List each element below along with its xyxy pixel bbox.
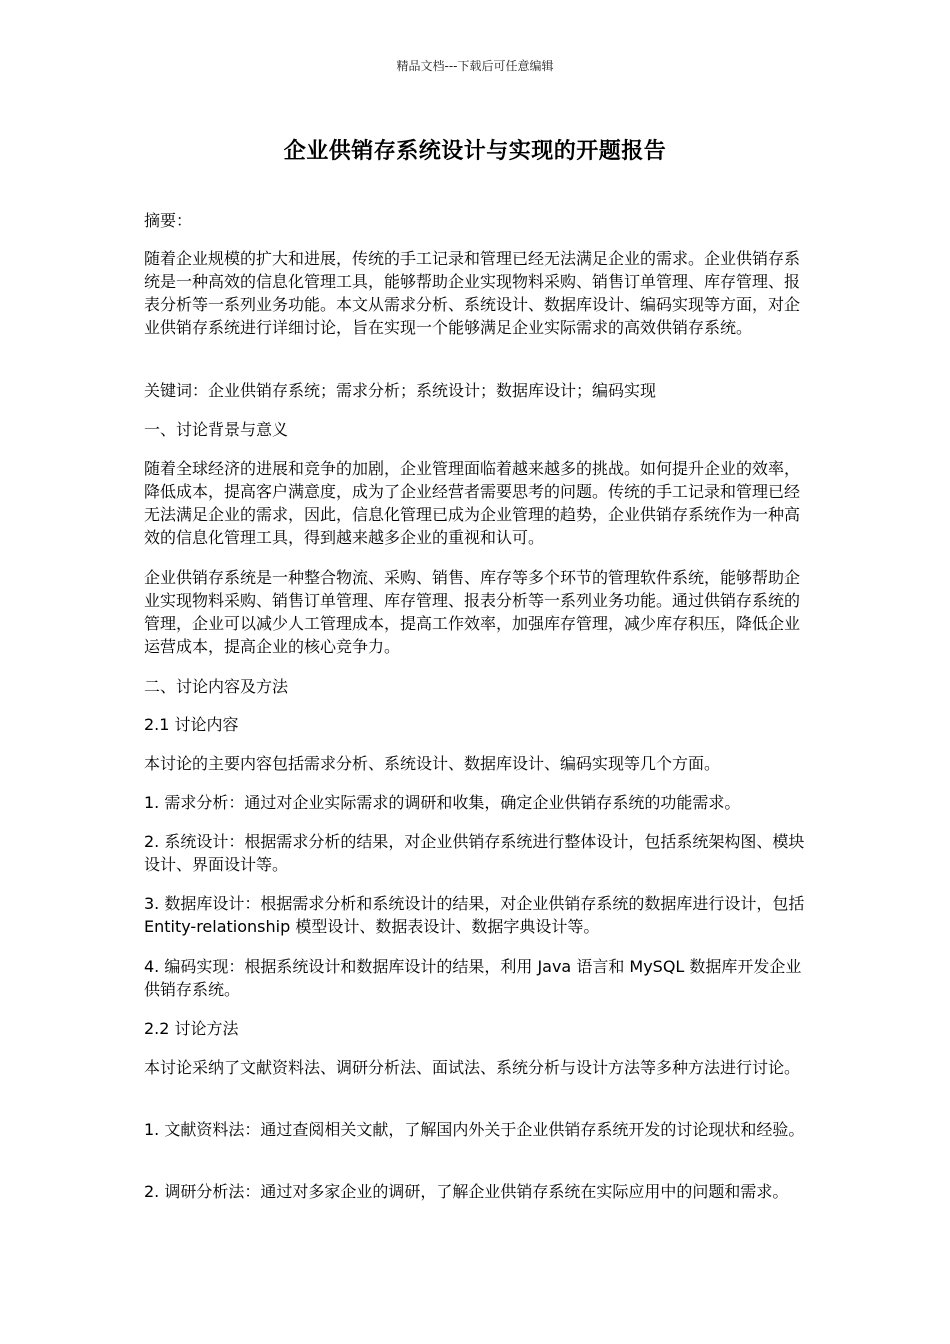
section-heading-content-methods: 二、讨论内容及方法: [144, 677, 289, 696]
methods-item-1: 1. 文献资料法：通过查阅相关文献，了解国内外关于企业供销存系统开发的讨论现状和经验。: [144, 1120, 805, 1139]
content-item-4: 4. 编码实现：根据系统设计和数据库设计的结果，利用 Java 语言和 MySQL 数据库开发企业供销存系统。: [144, 957, 802, 999]
subsection-heading-methods: 2.2 讨论方法: [144, 1019, 239, 1038]
content-item-1: 1. 需求分析：通过对企业实际需求的调研和收集，确定企业供销存系统的功能需求。: [144, 793, 741, 812]
content-intro: 本讨论的主要内容包括需求分析、系统设计、数据库设计、编码实现等几个方面。: [144, 754, 721, 773]
abstract-paragraph: 随着企业规模的扩大和进展，传统的手工记录和管理已经无法满足企业的需求。企业供销存系统是一种高效的信息化管理工具，能够帮助企业实现物料采购、销售订单管理、库存管理、报表分析等一系列业务功能。本文从需求分析、系统设计、数据库设计、编码实现等方面，对企业供销存系统进行详细讨论，旨在实现一个能够满足企业实际需求的高效供销存系统。: [144, 249, 801, 337]
section-heading-background: 一、讨论背景与意义: [144, 420, 289, 439]
header-note: 精品文档---下载后可任意编辑: [396, 59, 554, 73]
document-title: 企业供销存系统设计与实现的开题报告: [283, 139, 667, 164]
content-item-3: 3. 数据库设计：根据需求分析和系统设计的结果，对企业供销存系统的数据库进行设计，包括 Entity-relationship 模型设计、数据表设计、数据字典设计等。: [144, 894, 805, 936]
keywords-line: 关键词：企业供销存系统；需求分析；系统设计；数据库设计；编码实现: [144, 381, 657, 400]
background-paragraph-1: 随着全球经济的进展和竞争的加剧，企业管理面临着越来越多的挑战。如何提升企业的效率，降低成本，提高客户满意度，成为了企业经营者需要思考的问题。传统的手工记录和管理已经无法满足企业的需求，因此，信息化管理已成为企业管理的趋势，企业供销存系统作为一种高效的信息化管理工具，得到越来越多企业的重视和认可。: [144, 459, 801, 547]
subsection-heading-content: 2.1 讨论内容: [144, 715, 239, 734]
background-paragraph-2: 企业供销存系统是一种整合物流、采购、销售、库存等多个环节的管理软件系统，能够帮助企业实现物料采购、销售订单管理、库存管理、报表分析等一系列业务功能。通过供销存系统的管理，企业可以减少人工管理成本，提高工作效率，加强库存管理，减少库存积压，降低企业运营成本，提高企业的核心竞争力。: [144, 568, 801, 656]
abstract-label: 摘要：: [144, 211, 193, 230]
content-item-2: 2. 系统设计：根据需求分析的结果，对企业供销存系统进行整体设计，包括系统架构图、模块设计、界面设计等。: [144, 832, 805, 874]
methods-intro: 本讨论采纳了文献资料法、调研分析法、面试法、系统分析与设计方法等多种方法进行讨论。: [144, 1058, 801, 1077]
methods-item-2: 2. 调研分析法：通过对多家企业的调研，了解企业供销存系统在实际应用中的问题和需求。: [144, 1182, 789, 1201]
